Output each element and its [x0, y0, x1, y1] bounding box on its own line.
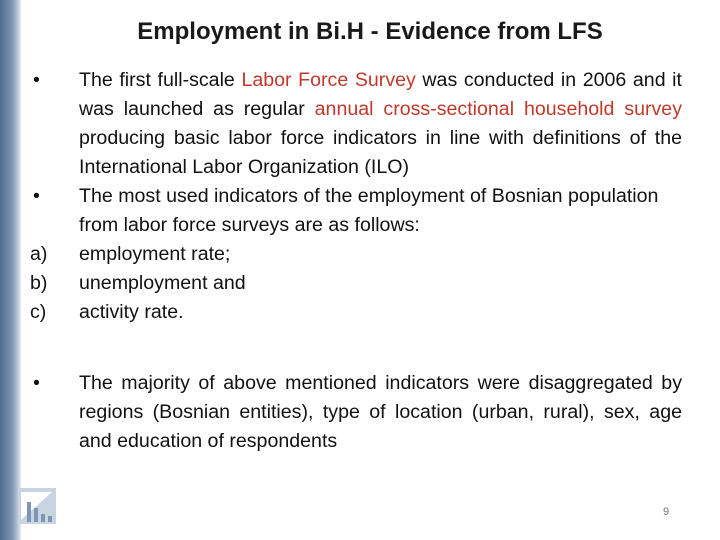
list-text: unemployment and	[79, 272, 246, 294]
bullet-text: was conducted in 2006 and it was launched as regular	[79, 69, 682, 120]
highlight-text: annual cross-sectional household survey	[314, 98, 682, 120]
spacer	[30, 327, 682, 369]
bullet-text: The majority of above mentioned indicators were disaggregated by regions (Bosnian entities), type of location (urban, rural), sex, age and education of respondents	[79, 372, 682, 452]
list-item	[30, 269, 682, 298]
list-item	[30, 240, 682, 269]
list-marker: c)	[30, 301, 47, 323]
list-marker: b)	[30, 272, 48, 294]
bullet-marker: •	[33, 185, 40, 207]
list-item	[30, 298, 682, 327]
list-marker: a)	[30, 243, 48, 265]
bullet-text: producing basic labor force indicators in line with definitions of the International Labor Organization (ILO)	[79, 127, 682, 178]
bullet-marker: •	[33, 372, 40, 394]
page-number: 9	[663, 506, 670, 518]
slide-content	[30, 66, 682, 456]
list-text: activity rate.	[79, 301, 184, 323]
decorative-side-bar	[0, 0, 22, 540]
bullet-text: The most used indicators of the employment of Bosnian population from labor force surveys are as follows:	[79, 185, 659, 236]
logo-icon	[18, 486, 58, 526]
list-text: employment rate;	[79, 243, 231, 265]
bullet-item	[30, 66, 682, 182]
slide-title: Employment in Bi.H - Evidence from LFS	[137, 18, 603, 45]
bullet-text: The first full-scale	[79, 69, 242, 91]
bullet-item	[30, 182, 682, 240]
bullet-marker: •	[33, 69, 40, 91]
highlight-text: Labor Force Survey	[241, 69, 416, 91]
bullet-item	[30, 369, 682, 456]
